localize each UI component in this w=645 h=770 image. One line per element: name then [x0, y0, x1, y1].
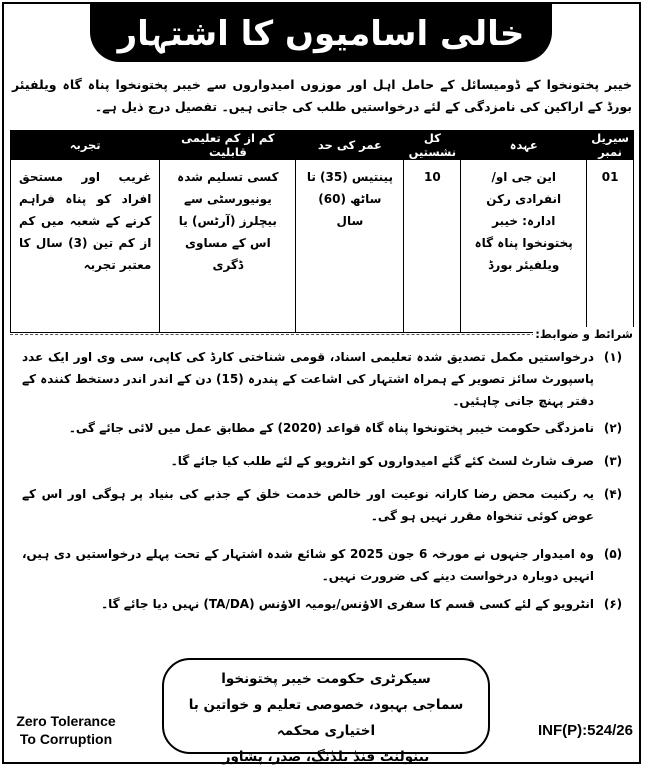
condition-item [12, 450, 632, 472]
cell-seats: 10 [404, 160, 461, 333]
signature-line: سیکرٹری حکومت خیبر پختونخوا [221, 671, 431, 687]
inf-reference: INF(P):524/26 [537, 722, 633, 739]
slogan-line: Zero Tolerance [16, 713, 116, 729]
condition-item [12, 483, 632, 527]
slogan-line: To Corruption [19, 731, 113, 747]
page-title [90, 4, 552, 62]
cell-post: این جی او/انفرادی رکن ادارہ: خیبر پختونخوا پناہ گاہ ویلفیئر بورڈ [461, 160, 587, 333]
title-text: خالی اسامیوں کا اشتہار [117, 13, 525, 54]
header-seats: کل نشستیں [404, 131, 461, 160]
condition-item [12, 417, 632, 439]
condition-text: درخواستیں مکمل تصدیق شدہ تعلیمی اسناد، قومی شناختی کارڈ کی کاپی، سی وی اور ایک عدد پاسپورٹ سائز تصویر کے ہمراہ اشتہار کی اشاعت کے پندرہ (15) دن کے اندر اندر دستخط کنندہ کے دفتر پہنچ جانی چاہئیں۔ [22, 350, 594, 408]
signature-block [162, 658, 490, 765]
header-serial: سیریل نمبر [587, 131, 634, 160]
conditions-divider [10, 334, 565, 335]
condition-number: (۳) [603, 454, 623, 468]
condition-item [12, 593, 632, 615]
condition-number: (۵) [603, 547, 623, 561]
intro-paragraph: خیبر پختونخوا کے ڈومیسائل کے حامل اہل اور موزوں امیدواروں سے خیبر پختونخوا پناہ گاہ ویلفیئر بورڈ کے اراکین کی نامزدگی کے لئے درخواستیں طلب کی جاتی ہیں۔ تفصیل درج ذیل ہے۔ [12, 77, 632, 114]
condition-text: انٹرویو کے لئے کسی قسم کا سفری الاؤنس/یومیہ الاؤنس (TA/DA) نہیں دیا جائے گا۔ [101, 597, 594, 611]
header-qualification: کم از کم تعلیمی قابلیت [160, 131, 296, 160]
condition-number: (۴) [603, 487, 623, 501]
signature-line: سماجی بہبود، خصوصی تعلیم و خواتین با اختیاری محکمہ [188, 697, 464, 739]
condition-text: وہ امیدوار جنہوں نے مورخہ 6 جون 2025 کو شائع شدہ اشتہار کے تحت پہلے درخواستیں دی ہیں، انہیں دوبارہ درخواست دینے کی ضرورت نہیں۔ [22, 547, 594, 583]
condition-number: (۲) [603, 421, 623, 435]
table-header-row [11, 131, 634, 160]
cell-serial: 01 [587, 160, 634, 333]
zero-tolerance-slogan [12, 712, 120, 748]
table-row [11, 160, 634, 333]
posts-table [10, 130, 634, 333]
header-age: عمر کی حد [296, 131, 404, 160]
condition-item [12, 346, 632, 412]
header-experience: تجربہ [11, 131, 160, 160]
signature-line: بینولنٹ فنڈ بلڈنگ، صدر، پشاور [222, 749, 430, 765]
condition-item [12, 543, 632, 587]
condition-text: یہ رکنیت محض رضا کارانہ نوعیت اور خالص خدمت خلق کے جذبے کی بنیاد پر ہوگی اور اس کے عوض کوئی تنخواہ مقرر نہیں ہو گی۔ [22, 487, 594, 523]
condition-text: نامزدگی حکومت خیبر پختونخوا پناہ گاہ قواعد (2020) کے مطابق عمل میں لائی جائے گی۔ [68, 421, 594, 435]
condition-text: صرف شارٹ لسٹ کئے گئے امیدواروں کو انٹرویو کے لئے طلب کیا جائے گا۔ [170, 454, 594, 468]
conditions-heading: شرائط و ضوابط: [535, 327, 633, 341]
cell-experience: غریب اور مستحق افراد کو پناہ فراہم کرنے کے شعبہ میں کم از کم تین (3) سال کا معتبر تجربہ [11, 160, 160, 333]
cell-qualification: کسی تسلیم شدہ یونیورسٹی سے بیچلرز (آرٹس) یا اس کے مساوی ڈگری [160, 160, 296, 333]
conditions-list [12, 346, 632, 615]
header-post: عہدہ [461, 131, 587, 160]
cell-age: پینتیس (35) تا ساٹھ (60) سال [296, 160, 404, 333]
condition-number: (۱) [603, 350, 623, 364]
condition-number: (۶) [603, 597, 623, 611]
